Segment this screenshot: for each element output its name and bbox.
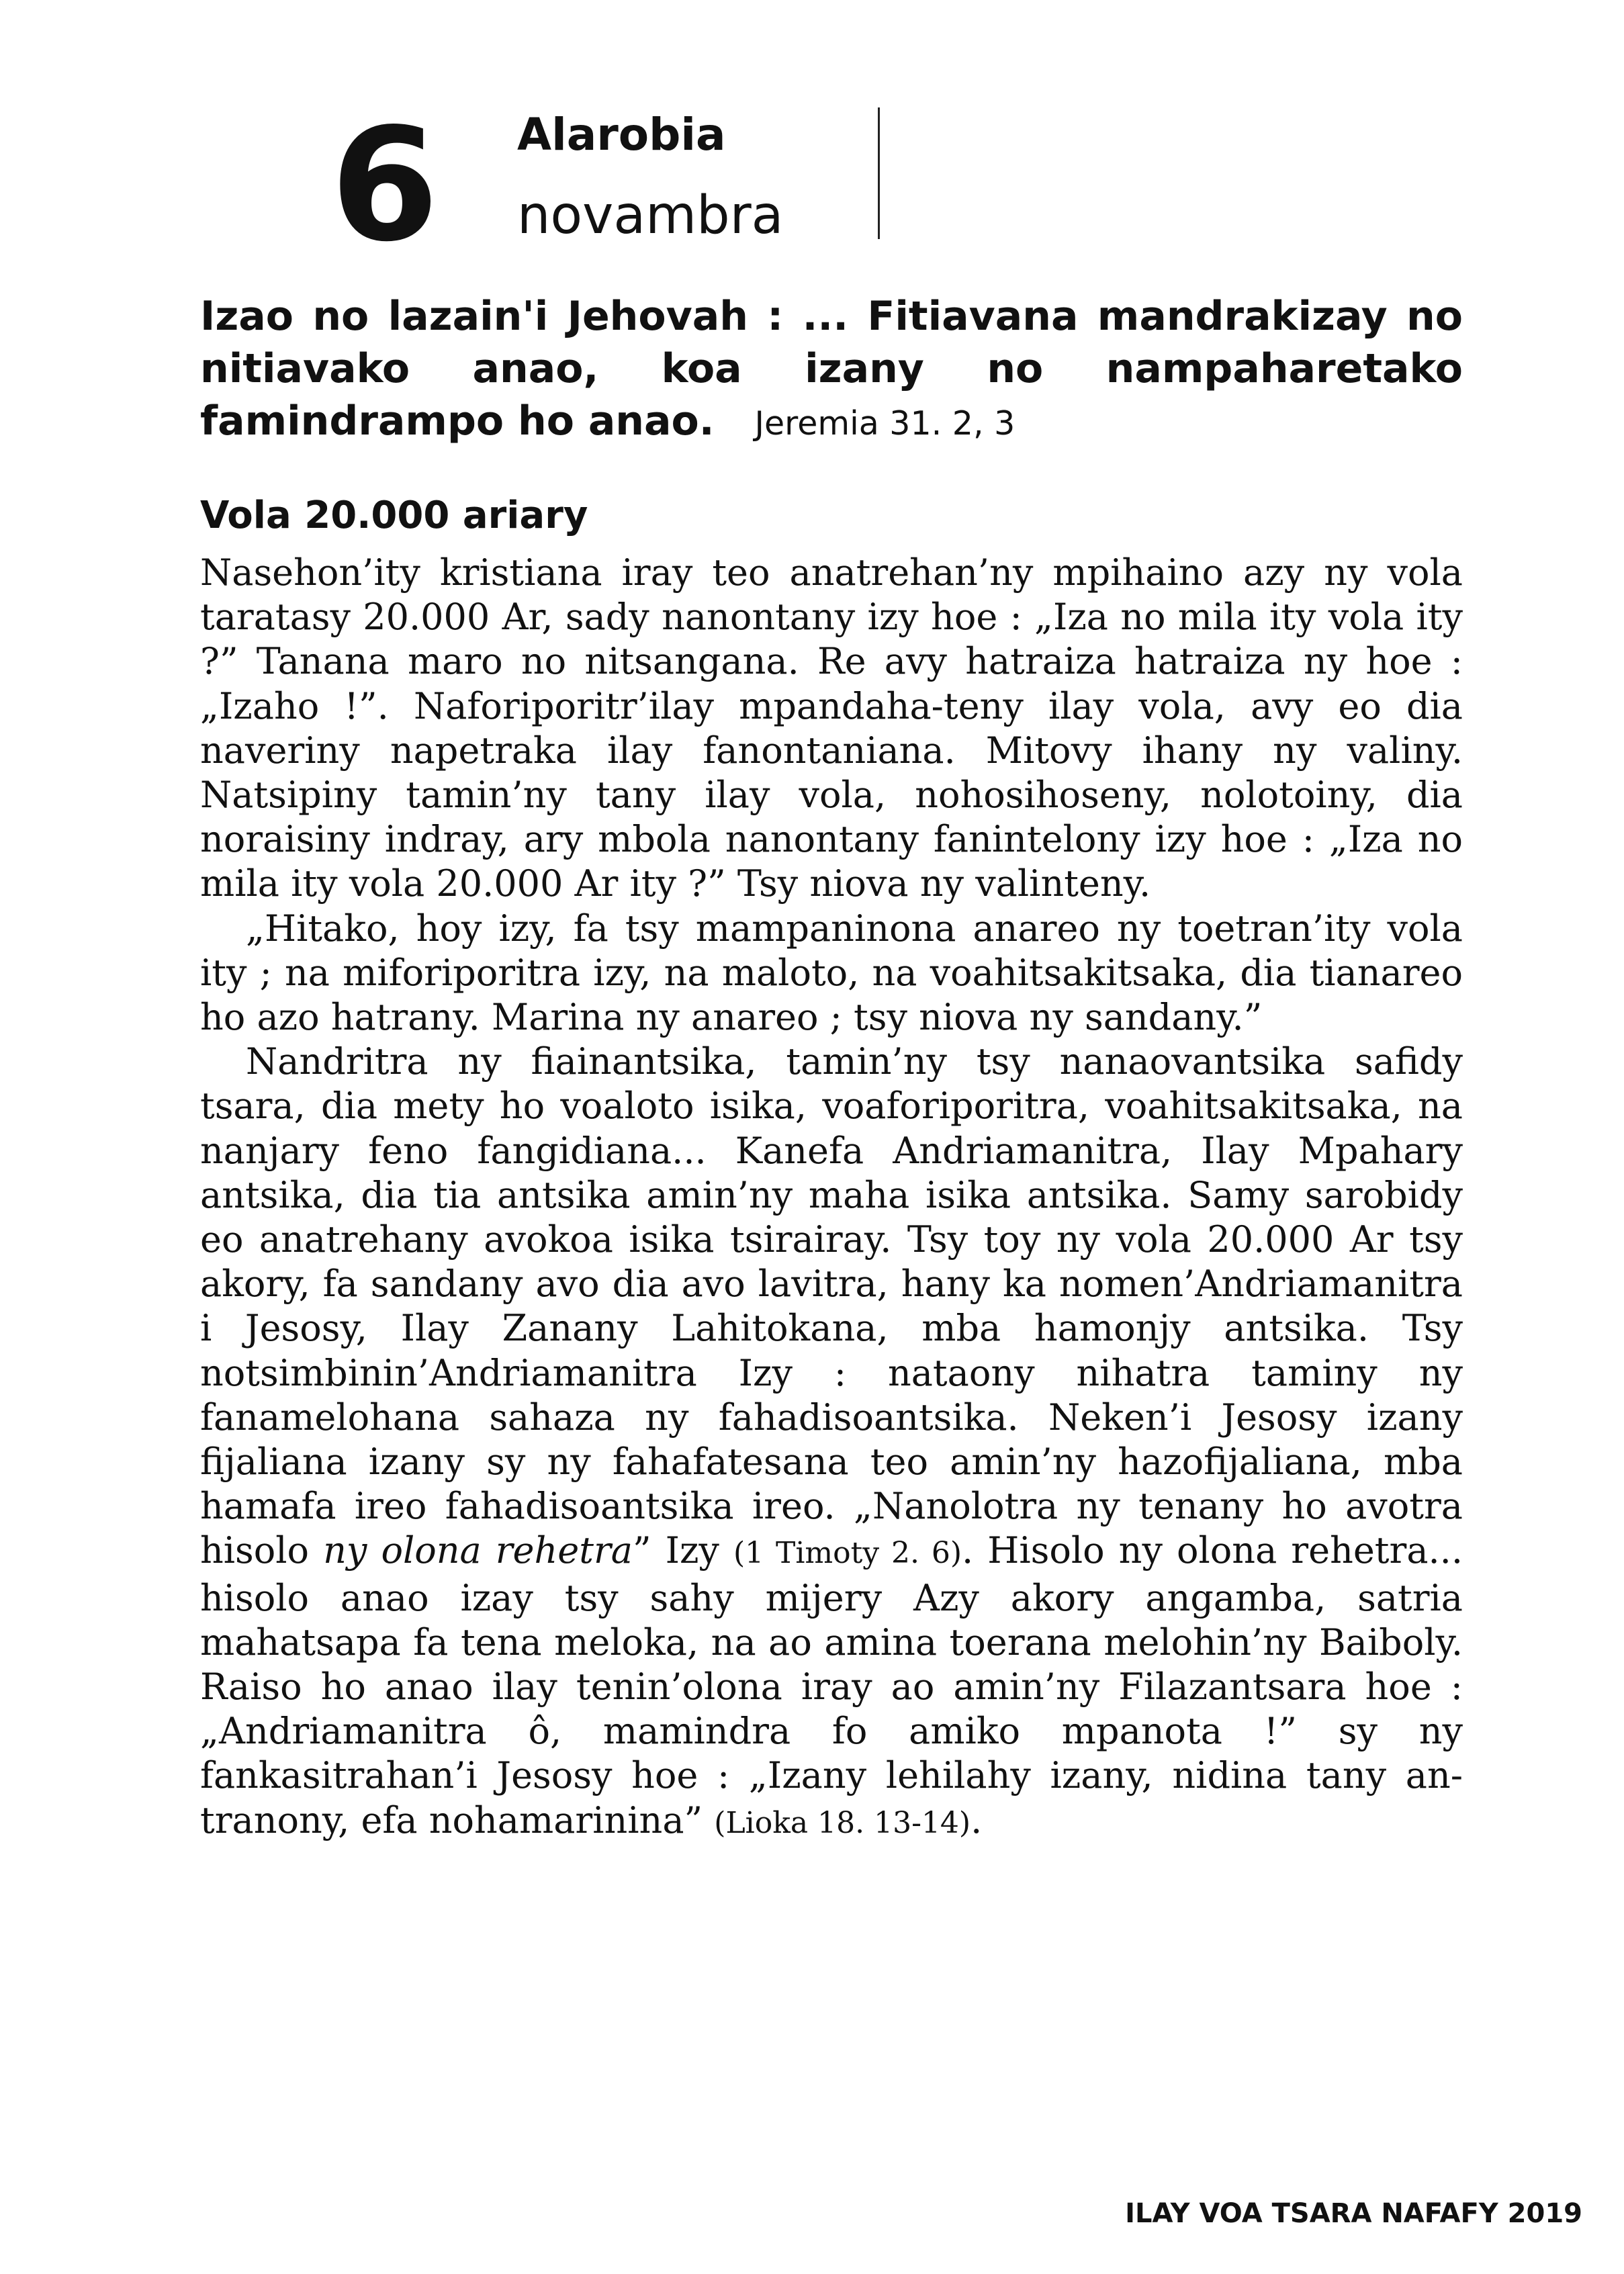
paragraph-text: ” Izy xyxy=(632,1529,719,1572)
italic-text: ny olona rehetra xyxy=(323,1529,633,1572)
bible-reference: (Lioka 18. 13-14) xyxy=(714,1805,971,1840)
article-paragraph: Nasehon’ity kristiana iray teo anatrehan’ny mpihaino azy ny vola taratasy 20.000 Ar, sady nanontany izy hoe : „Iza no mila ity vola ity ?” Tanana maro no nitsangana. Re avy hatraiza hatraiza ny hoe : „Izaho !”. Naforiporitr’ilay mpandaha-teny ilay vola, avy eo dia naveriny napetraka ilay fanontaniana. Mitovy ihany ny valiny. Natsipiny tamin’ny tany ilay vola, nohosihoseny, nolotoiny, dia noraisiny indray, ary mbola nanontany fanintelony izy hoe : „Iza no mila ity vola 20.000 Ar ity ?” Tsy niova ny valinteny. xyxy=(200,551,1463,905)
article-body xyxy=(200,551,1463,1846)
paragraph-text: Nandritra ny fiainantsika, tamin’ny tsy nanaovantsika safidy tsara, dia mety ho voaloto isika, voaforiporitra, voahitsakitsaka, na nanjary feno fangidiana... Kanefa Andriamanitra, Ilay Mpahary antsika, dia tia antsika amin’ny maha isika antsika. Samy sarobidy eo anatrehany avokoa isika tsirairay. Tsy toy ny vola 20.000 Ar tsy akory, fa sandany avo dia avo lavitra, hany ka nomen’Andriamanitra i Jesosy, Ilay Zanany Lahitokana, mba hamonjy antsika. Tsy notsimbinin’Andriamanitra Izy : nataony nihatra taminy ny fanamelohana sahaza ny fahadisoantsika. Neken’i Jesosy izany fijaliana izany sy ny fahafatesana teo amin’ny hazofijaliana, mba hamafa ireo fahadisoantsika ireo. „Nanolotra ny tenany ho avotra hisolo xyxy=(200,1040,1463,1572)
day-number: 6 xyxy=(330,95,435,276)
article-paragraph: „Hitako, hoy izy, fa tsy mampaninona anareo ny toetran’ity vola ity ; na miforiporitra izy, na maloto, na voahitsakitsaka, dia tianareo ho azo hatrany. Marina ny anareo ; tsy niova ny sandany.” xyxy=(200,907,1463,1039)
footer-text: ILAY VOA TSARA NAFAFY 2019 xyxy=(1125,2198,1582,2229)
verse-text: Izao no lazain'i Jehovah : ... Fitiavana mandrakizay no nitiavako anao, koa izany no nampaharetako famindrampo ho anao. xyxy=(200,293,1463,445)
bible-reference: (1 Timoty 2. 6) xyxy=(733,1536,962,1571)
paragraph-text: . xyxy=(971,1799,983,1841)
month-label: novambra xyxy=(517,185,784,246)
article-paragraph xyxy=(200,1040,1463,1846)
paragraph-text: . Hisolo ny olona rehetra... hisolo anao izay tsy sahy mijery Azy akory angamba, satria mahatsapa fa tena meloka, na ao amina toerana melohin’ny Baiboly. Raiso ho anao ilay tenin’olona iray ao amin’ny Filazantsara hoe : „Andriamanitra ô, mamindra fo amiko mpanota !” sy ny fankasitrahan’i Jesosy hoe : „Izany lehilahy izany, nidina tany an-tranony, efa nohamarinina” xyxy=(200,1529,1463,1841)
header-divider xyxy=(878,107,880,239)
verse-reference: Jeremia 31. 2, 3 xyxy=(754,404,1016,443)
daily-verse xyxy=(200,290,1463,450)
weekday-label: Alarobia xyxy=(517,109,726,161)
article-title: Vola 20.000 ariary xyxy=(200,494,588,537)
